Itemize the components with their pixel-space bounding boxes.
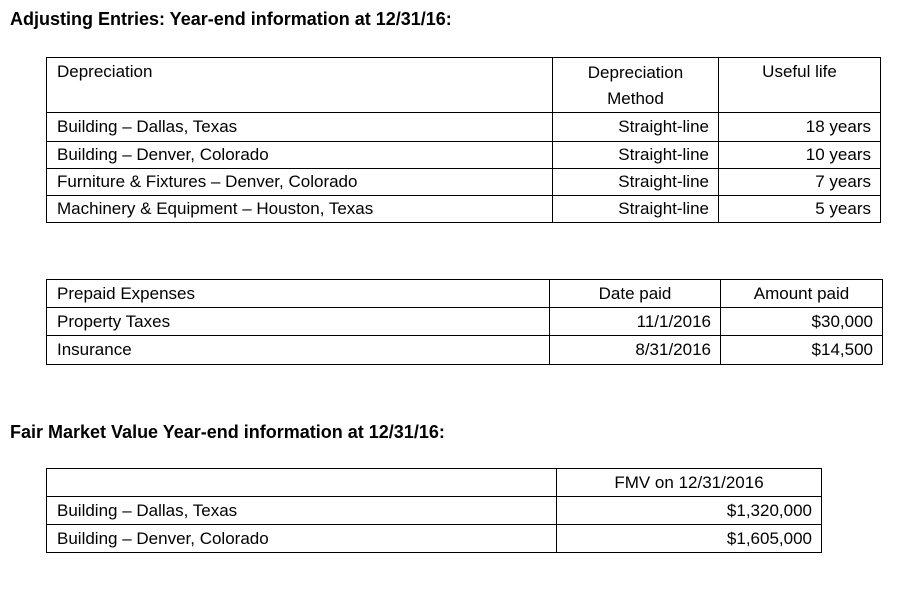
depreciation-row [47,142,881,169]
adjusting-entries-heading: Adjusting Entries: Year-end information at 12/31/16: [10,9,452,29]
prepaid-row [47,336,883,365]
prepaid-amount-cell: $30,000 [721,308,883,336]
fmv-heading: Fair Market Value Year-end information at 12/31/16: [10,422,445,442]
prepaid-row [47,308,883,336]
prepaid-header-row [47,280,883,308]
depreciation-header-method-line2: Method [607,89,664,108]
prepaid-expense-cell: Insurance [47,336,550,365]
prepaid-expense-cell: Property Taxes [47,308,550,336]
prepaid-date-cell: 11/1/2016 [550,308,721,336]
depreciation-method-cell: Straight-line [553,169,719,196]
depreciation-life-cell: 7 years [719,169,881,196]
prepaid-header-amount: Amount paid [721,280,883,308]
fmv-asset-cell: Building – Denver, Colorado [47,525,557,553]
depreciation-method-cell: Straight-line [553,142,719,169]
prepaid-amount-cell: $14,500 [721,336,883,365]
prepaid-date-cell: 8/31/2016 [550,336,721,365]
depreciation-life-cell: 5 years [719,196,881,223]
depreciation-table [46,57,881,223]
depreciation-method-cell: Straight-line [553,196,719,223]
depreciation-life-cell: 18 years [719,113,881,142]
fmv-header-asset [47,469,557,497]
depreciation-header-asset: Depreciation [47,58,553,113]
prepaid-header-date: Date paid [550,280,721,308]
depreciation-asset-cell: Building – Dallas, Texas [47,113,553,142]
fmv-header-value: FMV on 12/31/2016 [557,469,822,497]
depreciation-header-row [47,58,881,113]
fmv-row [47,525,822,553]
depreciation-header-method-line1: Depreciation [587,63,684,82]
prepaid-header-expense: Prepaid Expenses [47,280,550,308]
depreciation-header-life: Useful life [719,58,881,113]
fmv-table [46,468,822,553]
depreciation-asset-cell: Building – Denver, Colorado [47,142,553,169]
fmv-value-cell: $1,605,000 [557,525,822,553]
depreciation-row [47,113,881,142]
prepaid-expenses-table [46,279,883,365]
fmv-asset-cell: Building – Dallas, Texas [47,497,557,525]
depreciation-row [47,196,881,223]
depreciation-method-cell: Straight-line [553,113,719,142]
depreciation-header-method [553,58,719,113]
depreciation-row [47,169,881,196]
depreciation-asset-cell: Machinery & Equipment – Houston, Texas [47,196,553,223]
fmv-header-row [47,469,822,497]
depreciation-life-cell: 10 years [719,142,881,169]
fmv-row [47,497,822,525]
depreciation-asset-cell: Furniture & Fixtures – Denver, Colorado [47,169,553,196]
fmv-value-cell: $1,320,000 [557,497,822,525]
